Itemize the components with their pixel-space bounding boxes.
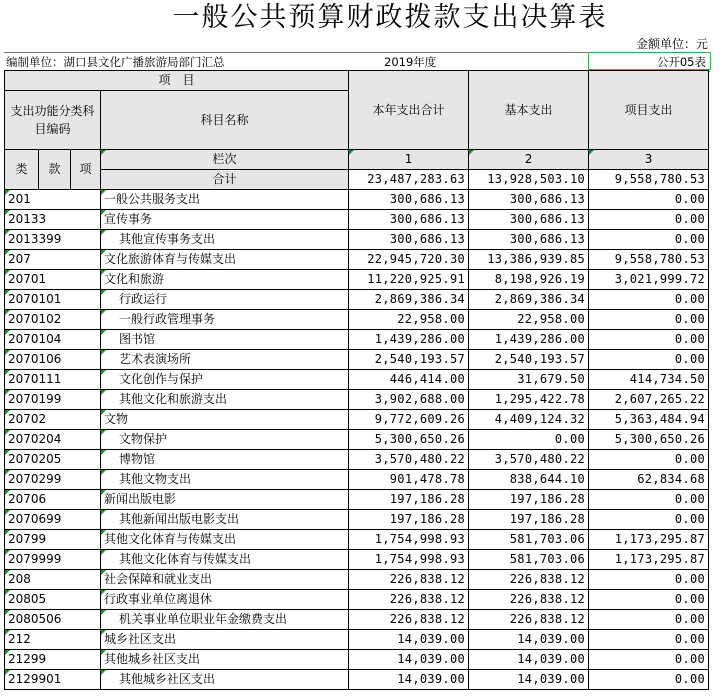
row-basic[interactable]: 8,198,926.19 xyxy=(469,270,589,290)
row-subject-name[interactable]: 文化和旅游 xyxy=(101,270,349,290)
row-basic[interactable]: 581,703.06 xyxy=(469,550,589,570)
header-item: 项 目 xyxy=(5,71,349,91)
header-project: 项目支出 xyxy=(589,71,709,150)
row-basic[interactable]: 2,540,193.57 xyxy=(469,350,589,370)
row-basic[interactable]: 13,386,939.85 xyxy=(469,250,589,270)
row-code[interactable]: 2070204 xyxy=(5,430,101,450)
row-total[interactable]: 226,838.12 xyxy=(349,610,469,630)
row-subject-name[interactable]: 其他城乡社区支出 xyxy=(101,650,349,670)
col-number-2: 2 xyxy=(469,150,589,170)
total-project: 9,558,780.53 xyxy=(589,170,709,190)
row-project[interactable]: 0.00 xyxy=(589,670,709,690)
row-code[interactable]: 20702 xyxy=(5,410,101,430)
table-row xyxy=(5,650,709,670)
table-row xyxy=(5,410,709,430)
report-code[interactable]: 公开05表 xyxy=(588,52,711,70)
row-subject-name[interactable]: 其他文化体育与传媒支出 xyxy=(101,550,349,570)
row-total[interactable]: 300,686.13 xyxy=(349,230,469,250)
col-number-3: 3 xyxy=(589,150,709,170)
row-total[interactable]: 300,686.13 xyxy=(349,190,469,210)
col-number-1: 1 xyxy=(349,150,469,170)
row-basic[interactable]: 226,838.12 xyxy=(469,570,589,590)
row-basic[interactable]: 300,686.13 xyxy=(469,190,589,210)
row-total[interactable]: 2,540,193.57 xyxy=(349,350,469,370)
table-row xyxy=(5,390,709,410)
row-code[interactable]: 2013399 xyxy=(5,230,101,250)
row-project[interactable]: 1,173,295.87 xyxy=(589,550,709,570)
row-total[interactable]: 446,414.00 xyxy=(349,370,469,390)
row-total[interactable]: 300,686.13 xyxy=(349,210,469,230)
report-year: 2019年度 xyxy=(384,55,437,69)
row-project[interactable]: 0.00 xyxy=(589,190,709,210)
header-basic: 基本支出 xyxy=(469,71,589,150)
row-project[interactable]: 0.00 xyxy=(589,610,709,630)
row-subject-name[interactable]: 其他新闻出版电影支出 xyxy=(101,510,349,530)
table-row xyxy=(5,570,709,590)
row-project[interactable]: 0.00 xyxy=(589,630,709,650)
row-basic[interactable]: 581,703.06 xyxy=(469,530,589,550)
row-project[interactable]: 5,300,650.26 xyxy=(589,430,709,450)
table-row xyxy=(5,630,709,650)
report-meta-row xyxy=(4,52,710,72)
row-project[interactable]: 0.00 xyxy=(589,450,709,470)
row-code[interactable]: 201 xyxy=(5,190,101,210)
row-code[interactable]: 21299 xyxy=(5,650,101,670)
line-number-label: 栏次 xyxy=(101,150,349,170)
row-subject-name[interactable]: 机关事业单位职业年金缴费支出 xyxy=(101,610,349,630)
line-number-row xyxy=(5,150,709,170)
row-project[interactable]: 414,734.50 xyxy=(589,370,709,390)
row-subject-name[interactable]: 其他文化体育与传媒支出 xyxy=(101,530,349,550)
row-total[interactable]: 226,838.12 xyxy=(349,570,469,590)
row-subject-name[interactable]: 行政运行 xyxy=(101,290,349,310)
reporting-org: 编制单位：湖口县文化广播旅游局部门汇总 xyxy=(6,55,225,69)
row-basic[interactable]: 197,186.28 xyxy=(469,510,589,530)
table-row xyxy=(5,510,709,530)
row-basic[interactable]: 14,039.00 xyxy=(469,650,589,670)
table-row xyxy=(5,250,709,270)
row-total[interactable]: 11,220,925.91 xyxy=(349,270,469,290)
row-total[interactable]: 22,958.00 xyxy=(349,310,469,330)
currency-unit: 金额单位：元 xyxy=(635,37,708,51)
table-row xyxy=(5,230,709,250)
row-total[interactable]: 226,838.12 xyxy=(349,590,469,610)
row-code[interactable]: 2070102 xyxy=(5,310,101,330)
row-project[interactable]: 0.00 xyxy=(589,490,709,510)
row-project[interactable]: 9,558,780.53 xyxy=(589,250,709,270)
row-total[interactable]: 9,772,609.26 xyxy=(349,410,469,430)
table-row xyxy=(5,430,709,450)
table-row xyxy=(5,270,709,290)
row-total[interactable]: 1,754,998.93 xyxy=(349,530,469,550)
row-subject-name[interactable]: 文物 xyxy=(101,410,349,430)
row-basic[interactable]: 22,958.00 xyxy=(469,310,589,330)
row-code[interactable]: 2070101 xyxy=(5,290,101,310)
row-subject-name[interactable]: 社会保障和就业支出 xyxy=(101,570,349,590)
header-xiang: 项 xyxy=(71,150,101,190)
row-subject-name[interactable]: 艺术表演场所 xyxy=(101,350,349,370)
table-row xyxy=(5,350,709,370)
total-basic: 13,928,503.10 xyxy=(469,170,589,190)
row-basic[interactable]: 197,186.28 xyxy=(469,490,589,510)
row-subject-name[interactable]: 新闻出版电影 xyxy=(101,490,349,510)
row-project[interactable]: 0.00 xyxy=(589,230,709,250)
row-total[interactable]: 1,439,286.00 xyxy=(349,330,469,350)
row-basic[interactable]: 300,686.13 xyxy=(469,230,589,250)
row-subject-name[interactable]: 其他宣传事务支出 xyxy=(101,230,349,250)
row-subject-name[interactable]: 博物馆 xyxy=(101,450,349,470)
row-code[interactable]: 20133 xyxy=(5,210,101,230)
header-kuan: 款 xyxy=(39,150,71,190)
row-basic[interactable]: 300,686.13 xyxy=(469,210,589,230)
total-row xyxy=(5,170,709,190)
row-project[interactable]: 0.00 xyxy=(589,210,709,230)
row-subject-name[interactable]: 行政事业单位离退休 xyxy=(101,590,349,610)
row-code[interactable]: 2070106 xyxy=(5,350,101,370)
row-basic[interactable]: 1,439,286.00 xyxy=(469,330,589,350)
row-subject-name[interactable]: 其他城乡社区支出 xyxy=(101,670,349,690)
row-subject-name[interactable]: 一般行政管理事务 xyxy=(101,310,349,330)
row-code[interactable]: 20805 xyxy=(5,590,101,610)
row-basic[interactable]: 2,869,386.34 xyxy=(469,290,589,310)
table-row xyxy=(5,370,709,390)
row-code[interactable]: 20701 xyxy=(5,270,101,290)
row-code[interactable]: 20799 xyxy=(5,530,101,550)
table-row xyxy=(5,670,709,690)
row-subject-name[interactable]: 图书馆 xyxy=(101,330,349,350)
row-basic[interactable]: 4,409,124.32 xyxy=(469,410,589,430)
row-code[interactable]: 2080506 xyxy=(5,610,101,630)
row-basic[interactable]: 838,644.10 xyxy=(469,470,589,490)
row-project[interactable]: 0.00 xyxy=(589,650,709,670)
row-subject-name[interactable]: 文物保护 xyxy=(101,430,349,450)
total-sum: 23,487,283.63 xyxy=(349,170,469,190)
table-row xyxy=(5,290,709,310)
row-basic[interactable]: 226,838.12 xyxy=(469,610,589,630)
row-subject-name[interactable]: 其他文物支出 xyxy=(101,470,349,490)
row-code[interactable]: 20706 xyxy=(5,490,101,510)
row-code[interactable]: 208 xyxy=(5,570,101,590)
row-project[interactable]: 0.00 xyxy=(589,310,709,330)
table-row xyxy=(5,550,709,570)
expenditure-table xyxy=(4,70,709,690)
row-basic[interactable]: 14,039.00 xyxy=(469,630,589,650)
row-project[interactable]: 0.00 xyxy=(589,350,709,370)
row-subject-name[interactable]: 一般公共服务支出 xyxy=(101,190,349,210)
table-row xyxy=(5,210,709,230)
row-project[interactable]: 0.00 xyxy=(589,290,709,310)
row-code[interactable]: 207 xyxy=(5,250,101,270)
row-subject-name[interactable]: 文化旅游体育与传媒支出 xyxy=(101,250,349,270)
row-total[interactable]: 5,300,650.26 xyxy=(349,430,469,450)
row-total[interactable]: 3,902,688.00 xyxy=(349,390,469,410)
row-code[interactable]: 2079999 xyxy=(5,550,101,570)
row-basic[interactable]: 31,679.50 xyxy=(469,370,589,390)
row-code[interactable]: 2070104 xyxy=(5,330,101,350)
row-total[interactable]: 14,039.00 xyxy=(349,670,469,690)
total-label: 合计 xyxy=(101,170,349,190)
table-row xyxy=(5,490,709,510)
row-basic[interactable]: 0.00 xyxy=(469,430,589,450)
table-row xyxy=(5,610,709,630)
row-project[interactable]: 1,173,295.87 xyxy=(589,530,709,550)
row-subject-name[interactable]: 宣传事务 xyxy=(101,210,349,230)
header-total: 本年支出合计 xyxy=(349,71,469,150)
row-project[interactable]: 0.00 xyxy=(589,590,709,610)
row-total[interactable]: 1,754,998.93 xyxy=(349,550,469,570)
row-subject-name[interactable]: 城乡社区支出 xyxy=(101,630,349,650)
row-basic[interactable]: 226,838.12 xyxy=(469,590,589,610)
table-row xyxy=(5,450,709,470)
row-subject-name[interactable]: 其他文化和旅游支出 xyxy=(101,390,349,410)
row-code[interactable]: 2129901 xyxy=(5,670,101,690)
row-code[interactable]: 2070299 xyxy=(5,470,101,490)
row-total[interactable]: 3,570,480.22 xyxy=(349,450,469,470)
row-code[interactable]: 2070111 xyxy=(5,370,101,390)
row-total[interactable]: 2,869,386.34 xyxy=(349,290,469,310)
row-code[interactable]: 212 xyxy=(5,630,101,650)
row-code[interactable]: 2070199 xyxy=(5,390,101,410)
row-project[interactable]: 0.00 xyxy=(589,510,709,530)
row-subject-name[interactable]: 文化创作与保护 xyxy=(101,370,349,390)
header-func-code: 支出功能分类科目编码 xyxy=(5,91,101,150)
row-total[interactable]: 14,039.00 xyxy=(349,630,469,650)
row-project[interactable]: 2,607,265.22 xyxy=(589,390,709,410)
row-code[interactable]: 2070699 xyxy=(5,510,101,530)
row-total[interactable]: 197,186.28 xyxy=(349,490,469,510)
table-row xyxy=(5,330,709,350)
row-project[interactable]: 0.00 xyxy=(589,330,709,350)
row-project[interactable]: 0.00 xyxy=(589,570,709,590)
row-total[interactable]: 14,039.00 xyxy=(349,650,469,670)
row-code[interactable]: 2070205 xyxy=(5,450,101,470)
row-total[interactable]: 901,478.78 xyxy=(349,470,469,490)
header-lei: 类 xyxy=(5,150,39,190)
row-basic[interactable]: 1,295,422.78 xyxy=(469,390,589,410)
header-row-1 xyxy=(5,71,709,91)
row-project[interactable]: 3,021,999.72 xyxy=(589,270,709,290)
report-title: 一般公共预算财政拨款支出决算表 xyxy=(172,2,608,33)
table-row xyxy=(5,530,709,550)
row-total[interactable]: 22,945,720.30 xyxy=(349,250,469,270)
table-row xyxy=(5,190,709,210)
table-row xyxy=(5,590,709,610)
row-total[interactable]: 197,186.28 xyxy=(349,510,469,530)
header-subject: 科目名称 xyxy=(101,91,349,150)
row-project[interactable]: 5,363,484.94 xyxy=(589,410,709,430)
row-basic[interactable]: 14,039.00 xyxy=(469,670,589,690)
table-row xyxy=(5,310,709,330)
row-project[interactable]: 62,834.68 xyxy=(589,470,709,490)
table-row xyxy=(5,470,709,490)
row-basic[interactable]: 3,570,480.22 xyxy=(469,450,589,470)
